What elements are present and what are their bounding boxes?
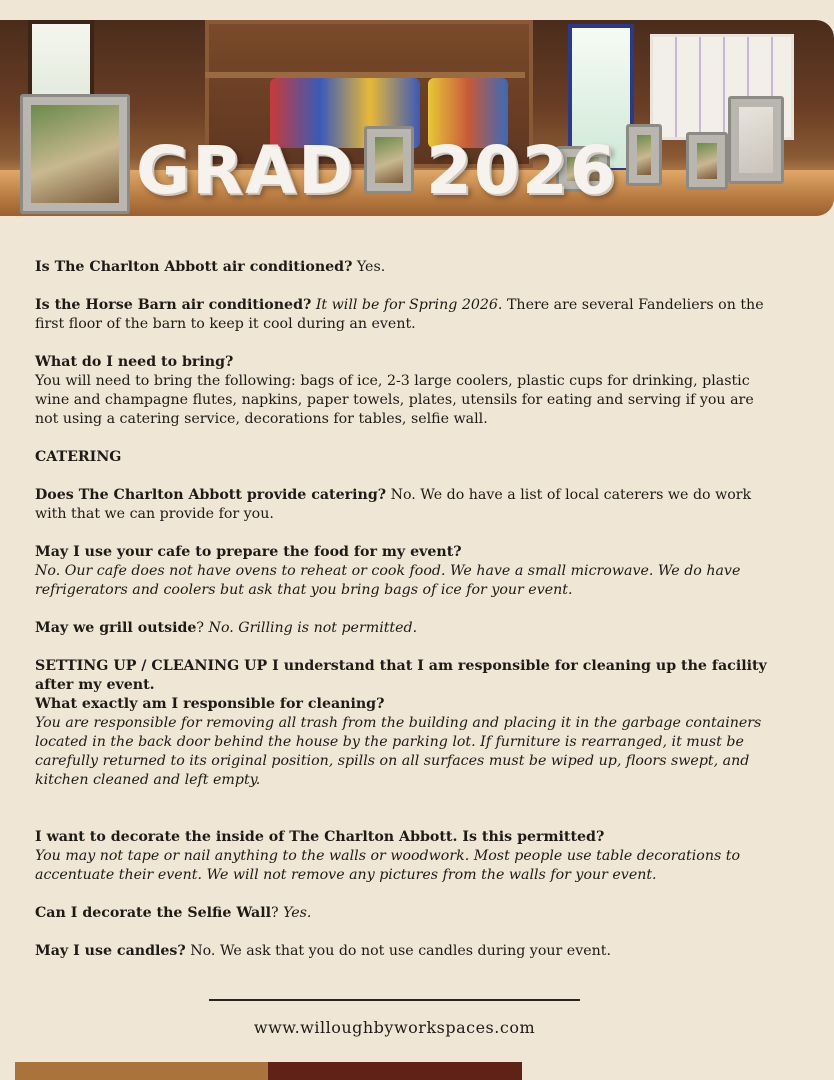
- question: May I use your cafe to prepare the food for my event?: [35, 544, 462, 560]
- answer: You are responsible for removing all trash from the building and placing it in the garbage containers located in the back door behind the house by the parking lot. If furniture is rearranged, it must be carefully returned to its original position, spills on all surfaces must be wiped up, floors swept, and kitchen cleaned and left empty.: [35, 715, 762, 788]
- faq-cleaning: [35, 695, 775, 790]
- answer: Yes.: [278, 905, 312, 921]
- faq-horse-barn: [35, 296, 775, 334]
- faq-catering: [35, 486, 775, 524]
- faq-selfie-wall: Can I decorate the Selfie Wall? Yes.: [35, 905, 312, 921]
- faq-ac: [35, 258, 775, 277]
- faq-candles: [35, 942, 775, 961]
- question: May I use candles?: [35, 943, 186, 959]
- question: Is The Charlton Abbott air conditioned?: [35, 259, 353, 275]
- question: Is the Horse Barn air conditioned?: [35, 297, 312, 313]
- question: What exactly am I responsible for cleaning?: [35, 696, 385, 712]
- answer: No. We do have a list of local caterers we do work with that we can provide for you.: [35, 487, 752, 522]
- faq-bring: [35, 353, 775, 429]
- faq-decorate: [35, 828, 775, 885]
- answer: You will need to bring the following: bags of ice, 2-3 large coolers, plastic cups for drinking, plastic wine and champagne flutes, napkins, paper towels, plates, utensils for eating and serving if you are not using a catering service, decorations for tables, selfie wall.: [35, 373, 754, 427]
- graduate-photo-frame: [20, 94, 130, 214]
- small-photo-frame: [686, 132, 728, 190]
- question: What do I need to bring?: [35, 354, 234, 370]
- question: May we grill outside: [35, 620, 197, 636]
- footer-website-link[interactable]: www.willoughbyworkspaces.com: [253, 1018, 536, 1037]
- year-marquee-letters: 2026: [426, 132, 618, 209]
- grad-marquee-letters: GRAD: [136, 132, 355, 209]
- footer-color-bar-left: [15, 1062, 268, 1080]
- question: I want to decorate the inside of The Charlton Abbott. Is this permitted?: [35, 829, 605, 845]
- question: Does The Charlton Abbott provide catering?: [35, 487, 387, 503]
- small-photo-frame: [626, 124, 662, 186]
- faq-content: [35, 258, 775, 961]
- header-photo-banner: [0, 20, 834, 216]
- small-photo-frame: [728, 96, 784, 184]
- faq-cafe: [35, 543, 775, 600]
- question: Can I decorate the Selfie Wall: [35, 905, 271, 921]
- section-heading-setup: SETTING UP / CLEANING UP I understand that I am responsible for cleaning up the facility after my event.: [35, 658, 767, 693]
- faq-grill: May we grill outside? No. Grilling is not permitted.: [35, 620, 418, 636]
- footer-divider: [209, 999, 580, 1001]
- answer: No. Grilling is not permitted.: [204, 620, 418, 636]
- answer: No. Our cafe does not have ovens to reheat or cook food. We have a small microwave. We do have refrigerators and coolers but ask that you bring bags of ice for your event.: [35, 563, 741, 598]
- section-heading-catering: CATERING: [35, 449, 122, 465]
- answer: There are several Fandeliers on the first floor of the barn to keep it cool during an event.: [35, 297, 764, 332]
- footer-color-bar-right: [268, 1062, 522, 1080]
- answer-italic: It will be for Spring 2026.: [311, 297, 503, 313]
- answer: No. We ask that you do not use candles during your event.: [185, 943, 611, 959]
- answer: Yes.: [352, 259, 386, 275]
- answer: You may not tape or nail anything to the walls or woodwork. Most people use table decorations to accentuate their event. We will not remove any pictures from the walls for your event.: [35, 848, 740, 883]
- small-photo-frame: [364, 126, 414, 194]
